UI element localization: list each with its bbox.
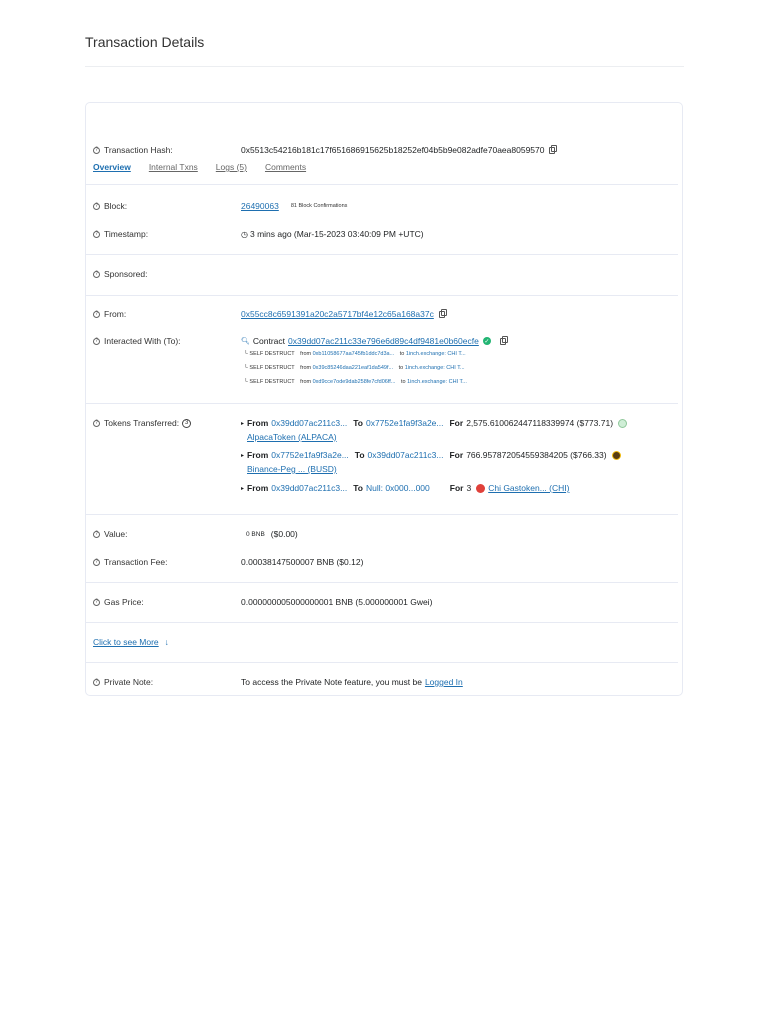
self-destruct-from[interactable]: 0xb11058677aa745fb1ddc7d3a... — [312, 351, 395, 357]
transfer-to[interactable]: 0x7752e1fa9f3a2e... — [365, 418, 444, 428]
tab-overview[interactable]: Overview — [93, 162, 131, 172]
transfer-amount: 3 — [466, 483, 472, 493]
busd-token-icon — [612, 451, 621, 460]
fee-value: 0.00038147500007 BNB ($0.12) — [241, 557, 364, 567]
help-icon: ? — [94, 679, 99, 685]
contract-address-link[interactable]: 0x39dd07ac211c33e796e6d89c4df9481e0b60ecfe — [288, 336, 479, 346]
self-destruct-from-label: from — [300, 379, 312, 385]
tab-bar — [93, 162, 306, 172]
transfer-from-label: From — [247, 418, 269, 428]
timestamp-label: Timestamp: — [104, 229, 149, 239]
help-icon: ? — [94, 203, 99, 209]
self-destruct-to[interactable]: 1inch.exchange: CHI T... — [407, 379, 467, 385]
login-link[interactable]: Logged In — [424, 677, 463, 687]
transfer-from-label: From — [247, 450, 269, 460]
copy-icon[interactable] — [500, 338, 506, 345]
self-destruct-to-label: to — [400, 379, 406, 385]
tx-hash-text: 0x5513c54216b181c17f651686915625b18252ef04b5b9e082adfe70aea8059570 — [241, 145, 545, 155]
transaction-card — [85, 102, 683, 696]
caret-right-icon: ▸ — [241, 420, 245, 427]
help-icon: ? — [94, 420, 99, 426]
divider — [86, 514, 678, 515]
self-destruct-label: └ SELF DESTRUCT — [244, 351, 295, 357]
self-destruct-label: └ SELF DESTRUCT — [244, 365, 295, 371]
from-address-link[interactable]: 0x55cc8c6591391a20c2a5717bf4e12c65a168a37c — [241, 309, 434, 319]
block-label: Block: — [104, 201, 128, 211]
transfer-amount: 766.957872054559384205 ($766.33) — [466, 450, 607, 460]
self-destruct-to[interactable]: 1inch.exchange: CHI T... — [405, 351, 466, 357]
self-destruct-from-label: from — [300, 365, 312, 371]
see-more-link[interactable]: Click to see More — [93, 637, 159, 647]
token-name-link[interactable]: AlpacaToken (ALPACA) — [247, 432, 337, 442]
token-name-link[interactable]: Binance-Peg ... (BUSD) — [247, 464, 337, 474]
transfer-from[interactable]: 0x39dd07ac211c3... — [271, 483, 348, 493]
transfer-for-label: For — [449, 483, 464, 493]
self-destruct-to-label: to — [398, 365, 404, 371]
tx-hash-label — [93, 145, 173, 155]
divider — [86, 403, 678, 404]
transfer-to[interactable]: Null: 0x000...000 — [365, 483, 430, 493]
transfer-for-label: For — [449, 418, 464, 428]
self-destruct-to[interactable]: 1inch.exchange: CHI T... — [404, 365, 465, 371]
transfer-to[interactable]: 0x39dd07ac211c3... — [367, 450, 444, 460]
arrow-down-icon: ↓ — [164, 637, 169, 647]
alpaca-token-icon — [618, 419, 627, 428]
self-destruct-from[interactable]: 0xd9cce7ode9dab258fe7cfd06ff... — [312, 379, 396, 385]
divider — [86, 622, 678, 623]
divider — [86, 582, 678, 583]
clock-icon: ◷ — [241, 229, 248, 239]
block-number-link[interactable]: 26490063 — [241, 201, 279, 211]
token-name-link[interactable]: Chi Gastoken... (CHI) — [488, 483, 570, 493]
tab-logs[interactable]: Logs (5) — [215, 162, 247, 172]
copy-icon[interactable] — [439, 311, 445, 318]
sponsored-label: Sponsored: — [104, 269, 148, 279]
transfer-amount: 2,575.610062447118339974 ($773.71) — [466, 418, 614, 428]
help-icon: ? — [94, 599, 99, 605]
divider — [86, 662, 678, 663]
transfer-from[interactable]: 0x7752e1fa9f3a2e... — [271, 450, 349, 460]
title-divider — [85, 66, 684, 67]
see-more-button[interactable] — [93, 637, 169, 647]
transfer-to-label: To — [353, 418, 363, 428]
tab-internal-txns[interactable]: Internal Txns — [148, 162, 198, 172]
help-icon: ? — [94, 271, 99, 277]
divider — [86, 184, 678, 185]
gas-value: 0.000000005000000001 BNB (5.000000001 Gwei) — [241, 597, 433, 607]
token-transfer-row — [241, 418, 630, 428]
value-amount: 0 BNB — [246, 530, 265, 538]
self-destruct-item — [244, 365, 465, 371]
from-label: From: — [104, 309, 127, 319]
help-icon: ? — [94, 231, 99, 237]
help-icon: ? — [94, 338, 99, 344]
contract-prefix: Contract — [252, 336, 286, 346]
gas-label: Gas Price: — [104, 597, 144, 607]
transfer-for-label: For — [449, 450, 464, 460]
value-label: Value: — [104, 529, 128, 539]
tx-hash-value — [241, 145, 555, 155]
self-destruct-from[interactable]: 0x39c85246daa221eaf1da549f... — [312, 365, 394, 371]
tokens-label: Tokens Transferred: — [104, 418, 180, 428]
contract-search-icon: 🔍︎ — [241, 338, 250, 345]
token-transfer-row — [241, 450, 624, 460]
interacted-label: Interacted With (To): — [104, 336, 181, 346]
divider — [86, 254, 678, 255]
help-icon: ? — [94, 147, 99, 153]
timestamp-value: 3 mins ago (Mar-15-2023 03:40:09 PM +UTC) — [249, 229, 424, 239]
transfer-from-label: From — [247, 483, 269, 493]
tx-hash-label-text: Transaction Hash: — [104, 145, 173, 155]
value-usd: ($0.00) — [270, 529, 298, 539]
copy-icon[interactable] — [549, 147, 555, 154]
divider — [86, 295, 678, 296]
self-destruct-item — [244, 379, 467, 385]
tab-comments[interactable]: Comments — [264, 162, 307, 172]
note-label: Private Note: — [104, 677, 154, 687]
chi-token-icon — [476, 484, 485, 493]
transfer-to-label: To — [353, 483, 363, 493]
note-text: To access the Private Note feature, you must be — [241, 677, 422, 687]
self-destruct-from-label: from — [300, 351, 312, 357]
help-icon: ? — [94, 311, 99, 317]
self-destruct-item — [244, 351, 466, 357]
block-confirmations: 81 Block Confirmations — [290, 203, 348, 209]
token-transfer-row — [241, 483, 569, 493]
token-count-badge[interactable]: 3 — [182, 419, 191, 428]
self-destruct-label: └ SELF DESTRUCT — [244, 379, 295, 385]
help-icon: ? — [94, 531, 99, 537]
transfer-to-label: To — [354, 450, 365, 460]
page-title: Transaction Details — [85, 34, 205, 50]
transfer-from[interactable]: 0x39dd07ac211c3... — [271, 418, 348, 428]
verified-check-icon: ✓ — [484, 338, 490, 345]
caret-right-icon: ▸ — [241, 485, 245, 492]
help-icon: ? — [94, 559, 99, 565]
fee-label: Transaction Fee: — [104, 557, 168, 567]
caret-right-icon: ▸ — [241, 452, 245, 459]
self-destruct-to-label: to — [399, 351, 405, 357]
